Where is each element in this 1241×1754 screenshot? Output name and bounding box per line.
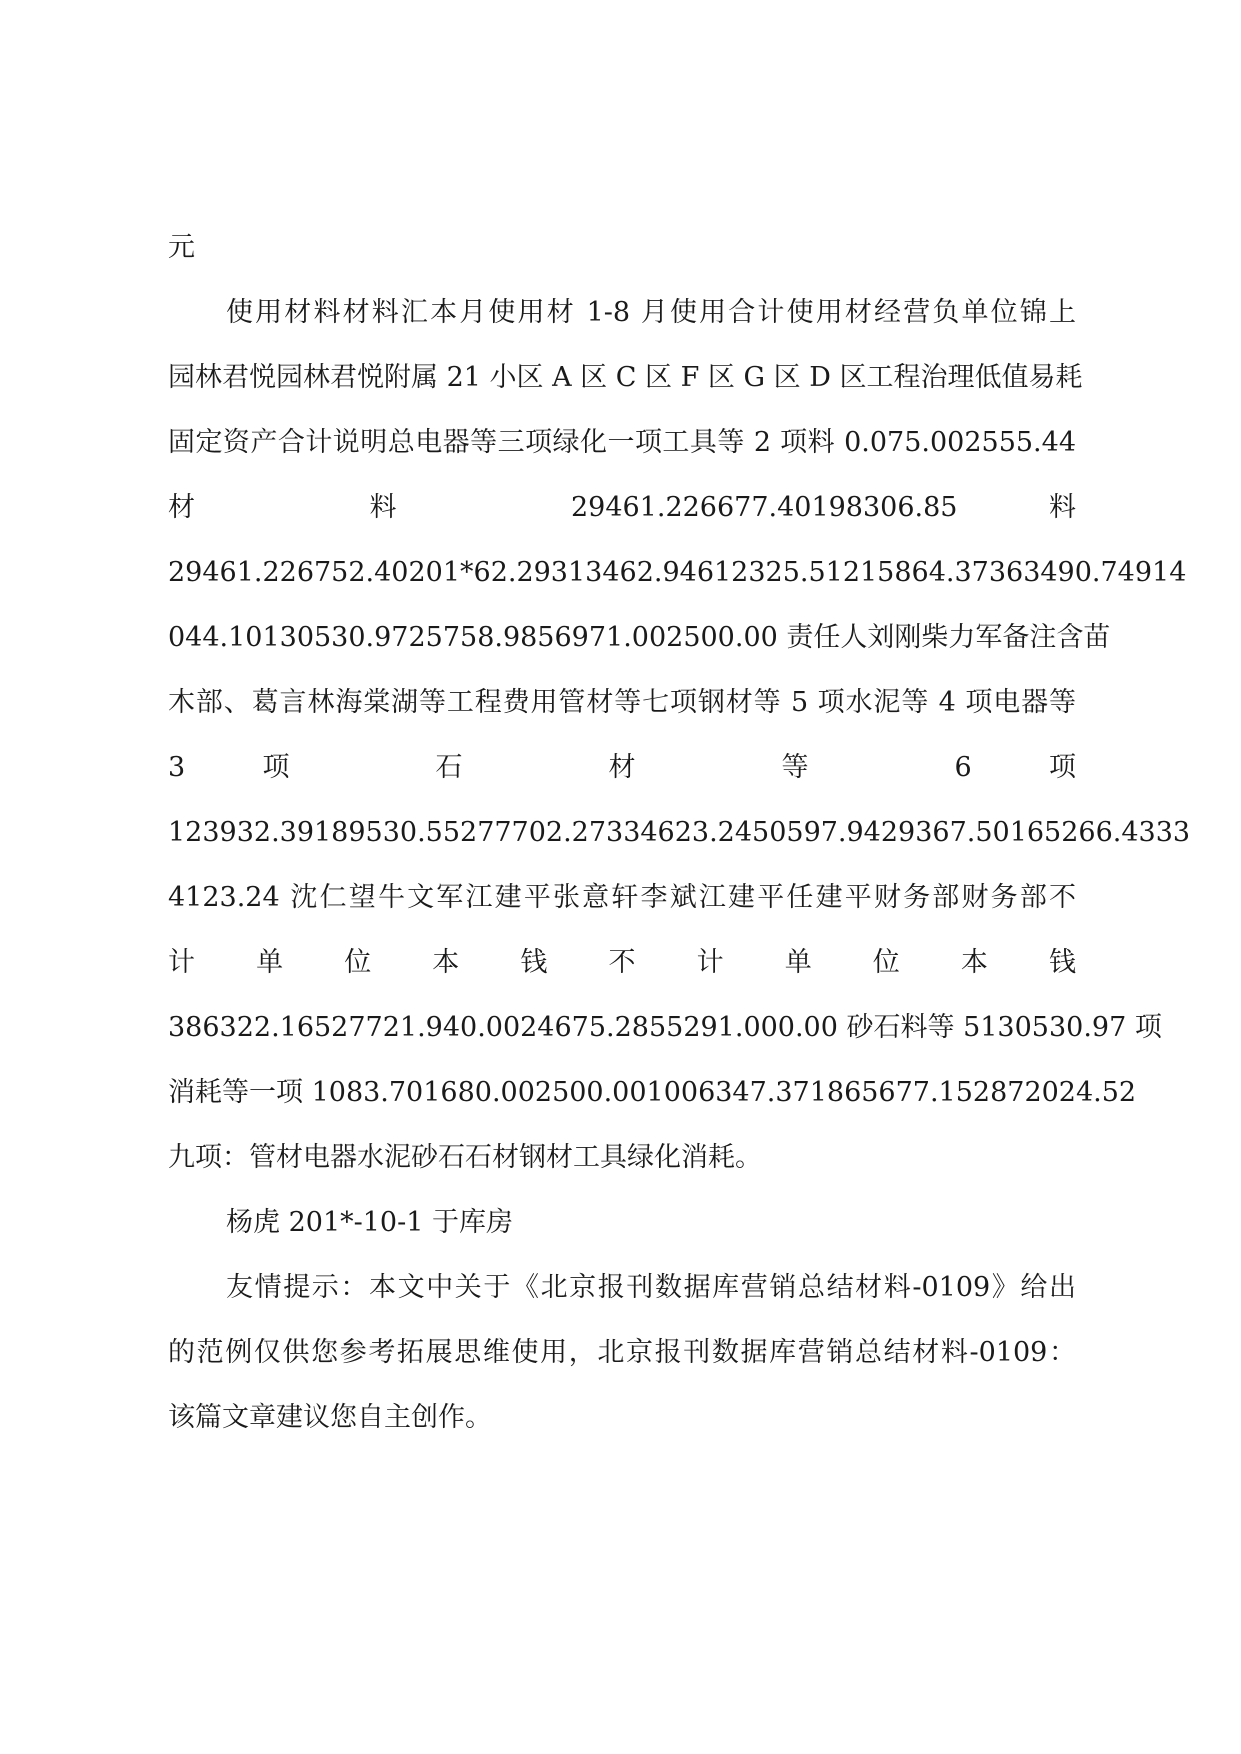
text-line: 29461.226752.40201*62.29313462.94612325.51215864.37363490.74914 bbox=[168, 557, 1187, 588]
text-line: 123932.39189530.55277702.27334623.2450597.9429367.50165266.4333 bbox=[168, 817, 1191, 848]
notice-end-line: 该篇文章建议您自主创作。 bbox=[168, 1402, 492, 1433]
text-line: 044.10130530.9725758.9856971.002500.00 责任人刘刚柴力军备注含苗 bbox=[168, 622, 1111, 653]
notice-line: 的范例仅供您参考拓展思维使用，北京报刊数据库营销总结材料-0109： bbox=[168, 1337, 1076, 1368]
text-line: 386322.16527721.940.0024675.2855291.000.00 砂石料等 5130530.97 项 bbox=[168, 1012, 1162, 1043]
text-line: 木部、葛言林海棠湖等工程费用管材等七项钢材等 5 项水泥等 4 项电器等 bbox=[168, 687, 1076, 718]
text-line: 材 料 29461.226677.40198306.85 料 bbox=[168, 492, 1076, 523]
paragraph-start-line: 使用材料材料汇本月使用材 1-8 月使用合计使用材经营负单位锦上 bbox=[226, 297, 1076, 328]
signature-line: 杨虎 201*-10-1 于库房 bbox=[226, 1207, 513, 1238]
text-line: 4123.24 沈仁望牛文军江建平张意轩李斌江建平任建平财务部财务部不 bbox=[168, 882, 1076, 913]
text-line: 计 单 位 本 钱 不 计 单 位 本 钱 bbox=[168, 947, 1076, 978]
text-line: 3 项 石 材 等 6 项 bbox=[168, 752, 1076, 783]
text-line: 消耗等一项 1083.701680.002500.001006347.371865677.152872024.52 bbox=[168, 1077, 1137, 1108]
text-line: 园林君悦园林君悦附属 21 小区 A 区 C 区 F 区 G 区 D 区工程治理低值易耗 bbox=[168, 362, 1083, 393]
paragraph-end-line: 九项：管材电器水泥砂石石材钢材工具绿化消耗。 bbox=[168, 1142, 762, 1173]
text-line: 元 bbox=[168, 232, 195, 263]
notice-start-line: 友情提示：本文中关于《北京报刊数据库营销总结材料-0109》给出 bbox=[226, 1272, 1076, 1303]
text-line: 固定资产合计说明总电器等三项绿化一项工具等 2 项料 0.075.002555.44 bbox=[168, 427, 1076, 458]
document-body bbox=[168, 228, 1191, 1463]
